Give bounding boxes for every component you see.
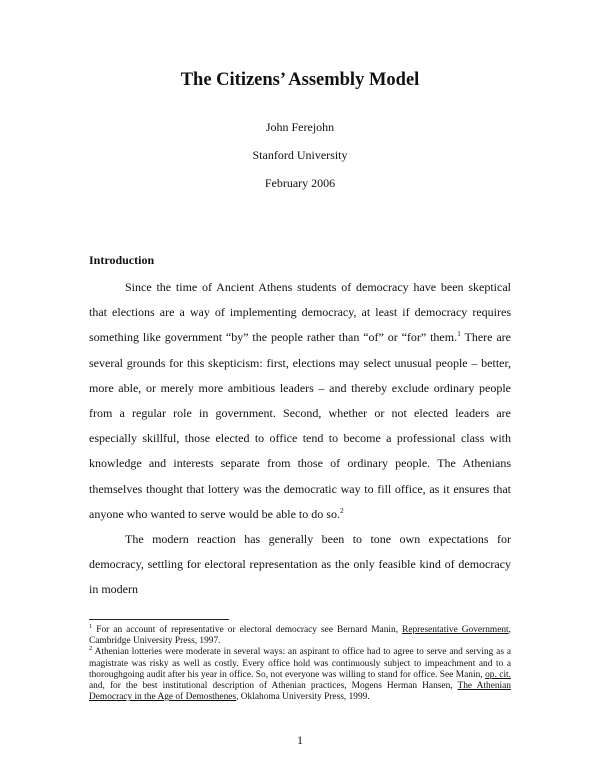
footnote-2-number: 2 (89, 645, 93, 653)
author-affiliation: Stanford University (252, 148, 348, 162)
footnote-1-book-title: Representative Government (402, 625, 509, 635)
paragraph-1 (89, 275, 511, 527)
footnote-2-op-cit: op. cit. (485, 669, 511, 680)
footnote-2-part-b: and, for the best institutional description of Athenian practices, Mogens Herman Hansen, (89, 681, 458, 692)
paper-title: The Citizens’ Assembly Model (180, 70, 420, 90)
section-heading: Introduction (89, 253, 155, 267)
footnote-ref-2: 2 (339, 505, 344, 515)
author-name: John Ferejohn (265, 120, 335, 134)
paragraph-1-part-b: There are several grounds for this skepticism: first, elections may select unusual people – better, more able, or merely more ambitious leaders – and thereby exclude ordinary people from a regular role in government. Second, whether or not elected leaders are especially skillful, those elected to office tend to become a professional class with knowledge and interests separate from those of ordinary people. The Athenians themselves thought that lottery was the democratic way to fill office, as it ensures that anyone who wanted to serve would be able to do so. (89, 330, 511, 521)
page-number: 1 (297, 733, 303, 747)
footnote-1 (89, 625, 511, 647)
footnote-1-part-b: , Cambridge University Press, 1997. (89, 625, 511, 647)
paragraph-1-part-a: Since the time of Ancient Athens students of democracy have been skeptical that elections are a way of implementing democracy, at least if democracy requires something like government “by” the people rather than “of” or “for” them. (89, 280, 511, 345)
body-text (89, 275, 511, 603)
footnote-1-number: 1 (89, 623, 93, 630)
footnotes (89, 625, 511, 703)
paper-date: February 2006 (264, 176, 336, 190)
footnote-2-book-title: The Athenian Democracy in the Age of Demosthenes (89, 681, 511, 703)
footnote-1-part-a: For an account of representative or electoral democracy see Bernard Manin, (92, 625, 403, 635)
footnote-separator (89, 619, 229, 620)
footnote-2-part-a: Athenian lotteries were moderate in several ways: an aspirant to office had to agree to serve and serving as a magistrate was risky as well as costly. Every office hold was continuously subject to impeachment and to a thoroughgoing audit after his year in office. So, not everyone was willing to stand for office. See Manin, (89, 647, 511, 680)
paragraph-2: The modern reaction has generally been to tone own expectations for democracy, settling for electoral representation as the only feasible kind of democracy in modern (89, 532, 511, 597)
footnote-2-part-c: , Oklahoma University Press, 1999. (236, 692, 370, 703)
footnote-2 (89, 647, 511, 703)
footnote-ref-1: 1 (457, 329, 461, 339)
